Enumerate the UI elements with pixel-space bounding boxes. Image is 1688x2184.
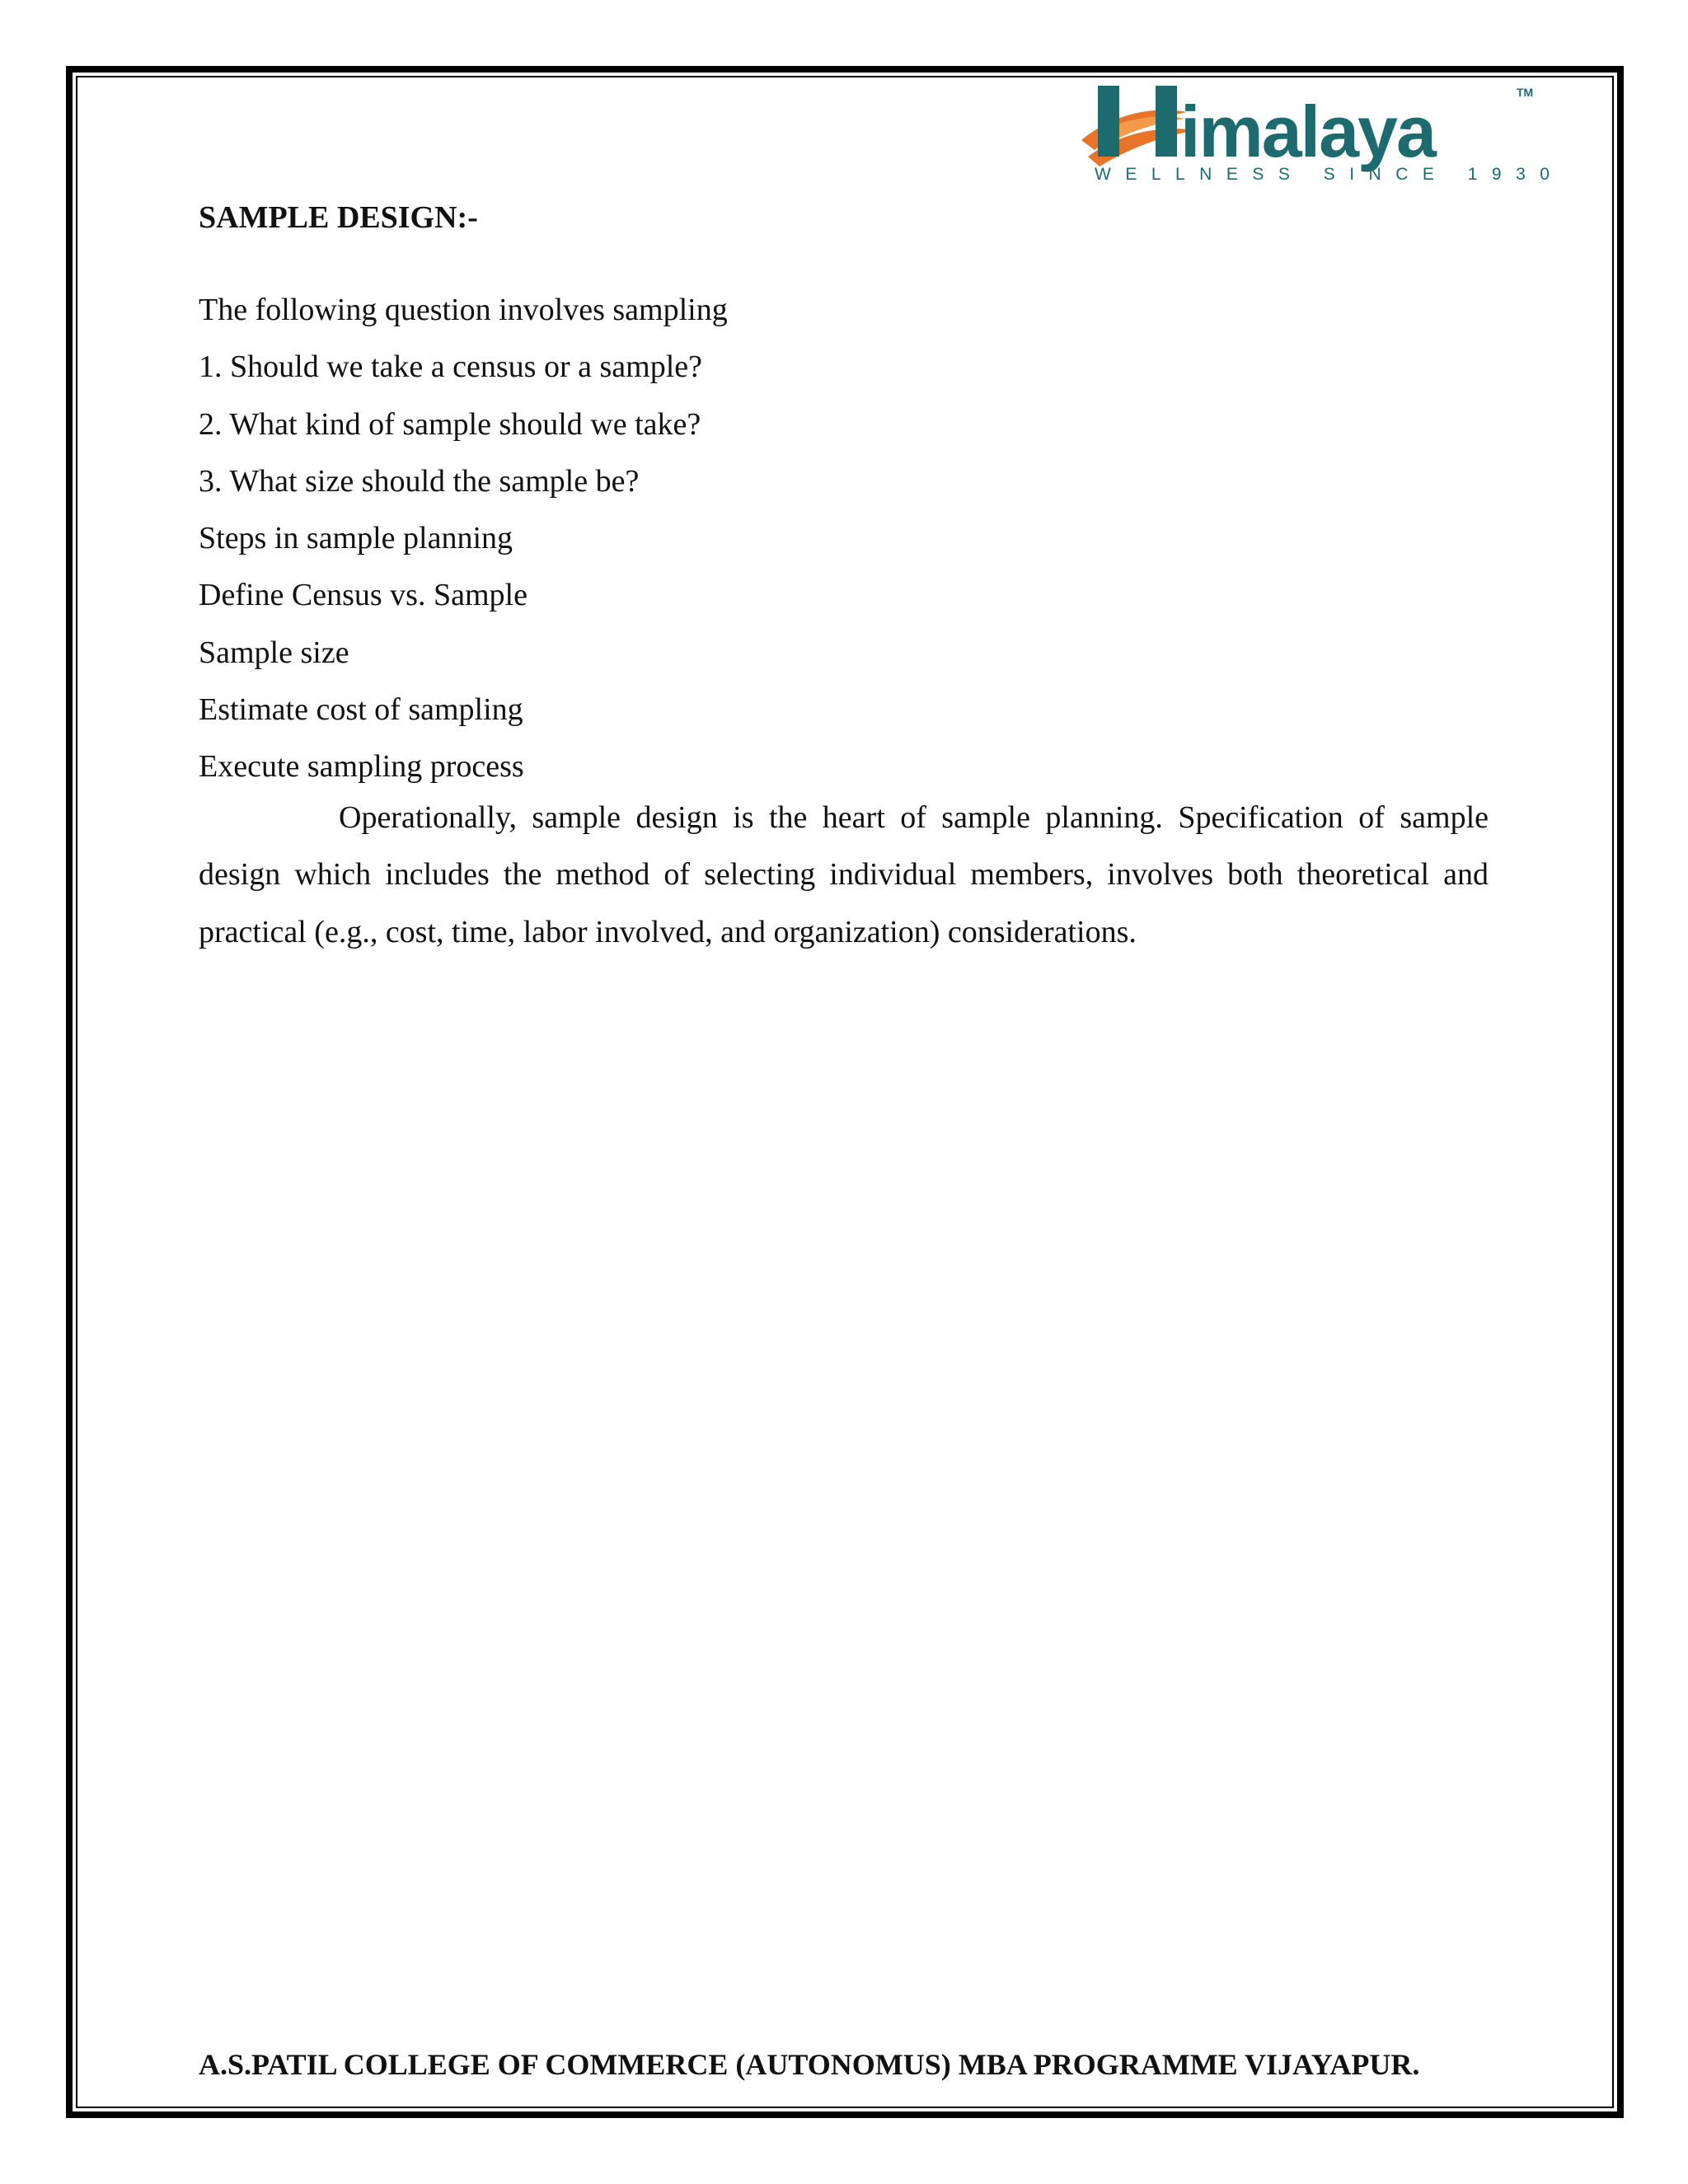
trademark-mark: TM (1517, 86, 1534, 99)
body-paragraph: Operationally, sample design is the heart of sample planning. Specification of sample design which includes the method of selecting individual members, involves both theoretical and practical (e.g., cost, time, labor involved, and organization) considerations. (199, 800, 1489, 949)
page-footer: A.S.PATIL COLLEGE OF COMMERCE (AUTONOMUS) MBA PROGRAMME VIJAYAPUR. (199, 2048, 1420, 2081)
svg-text:imalaya: imalaya (1180, 91, 1435, 172)
content-line: 3. What size should the sample be? (199, 463, 640, 499)
content-lines (199, 282, 1489, 796)
section-heading: SAMPLE DESIGN:- (199, 200, 478, 235)
content-line: Estimate cost of sampling (199, 692, 523, 728)
content-line: Steps in sample planning (199, 521, 513, 556)
content-line: 1. Should we take a census or a sample? (199, 349, 702, 385)
content-line: Sample size (199, 635, 349, 670)
content-line: The following question involves sampling (199, 293, 728, 327)
content-line: Execute sampling process (199, 749, 524, 785)
logo-tagline: WELLNESS SINCE 1930 (1095, 165, 1564, 184)
content-line: Define Census vs. Sample (199, 578, 528, 613)
content-line: 2. What kind of sample should we take? (199, 406, 701, 442)
